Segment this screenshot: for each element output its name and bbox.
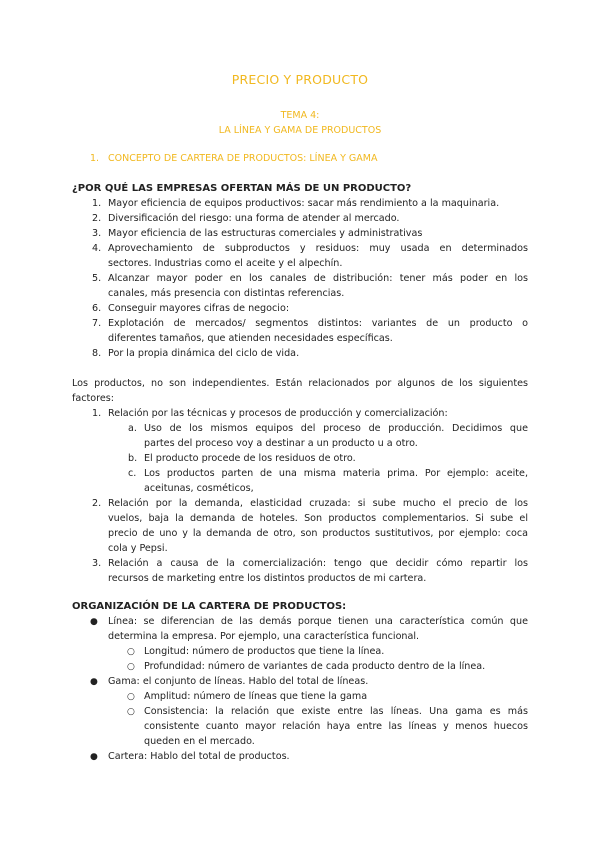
bullet-icon: ● [90, 677, 98, 687]
circle-bullet-icon: ○ [127, 647, 135, 657]
list-item: Longitud: número de productos que tiene la línea. [144, 646, 385, 657]
list-item-continuation: recursos de marketing entre los distintos productos de mi cartera. [108, 573, 427, 584]
tema-subtitle: LA LÍNEA Y GAMA DE PRODUCTOS [218, 125, 382, 136]
tema-label: TEMA 4: [280, 110, 320, 121]
list-number: 2. [92, 498, 102, 509]
list-letter: c. [128, 468, 137, 479]
list-number: 1. [92, 408, 102, 419]
circle-bullet-icon: ○ [127, 692, 135, 702]
list-item: Aprovechamiento de subproductos y residuos: muy usada en determinados [108, 243, 528, 254]
list-item-continuation: cola y Pepsi. [108, 543, 168, 554]
org-heading: ORGANIZACIÓN DE LA CARTERA DE PRODUCTOS: [72, 601, 347, 612]
why-heading: ¿POR QUÉ LAS EMPRESAS OFERTAN MÁS DE UN PRODUCTO? [72, 183, 412, 194]
list-item-continuation: aceitunas, cosméticos, [144, 483, 254, 494]
list-item: Uso de los mismos equipos del proceso de producción. Decidimos que [144, 423, 528, 434]
list-item-continuation: queden en el mercado. [144, 736, 255, 747]
list-item-continuation: sectores. Industrias como el aceite y el alpechín. [108, 258, 343, 269]
related-intro-continuation: factores: [72, 393, 115, 404]
list-number: 1. [92, 198, 102, 209]
page-title: PRECIO Y PRODUCTO [231, 72, 369, 87]
list-number: 6. [92, 303, 102, 314]
list-number: 5. [92, 273, 102, 284]
list-item: Mayor eficiencia de las estructuras comerciales y administrativas [108, 228, 423, 239]
list-item: Línea: se diferencian de las demás porque tienen una característica común que [108, 616, 528, 627]
circle-bullet-icon: ○ [127, 662, 135, 672]
list-item: Los productos parten de una misma materia prima. Por ejemplo: aceite, [144, 468, 528, 479]
list-item: Gama: el conjunto de líneas. Hablo del total de líneas. [108, 676, 369, 687]
list-item-continuation: partes del proceso voy a destinar a un producto u a otro. [144, 438, 418, 449]
list-number: 3. [92, 228, 102, 239]
list-item-continuation: vuelos, baja la demanda de hoteles. Son productos complementarios. Si sube el [108, 513, 528, 524]
list-item: Relación por la demanda, elasticidad cruzada: si sube mucho el precio de los [108, 498, 528, 509]
section-heading [90, 153, 377, 164]
section-title: CONCEPTO DE CARTERA DE PRODUCTOS: LÍNEA Y GAMA [108, 153, 378, 164]
list-item: Diversificación del riesgo: una forma de atender al mercado. [108, 213, 400, 224]
list-item-continuation: determina la empresa. Por ejemplo, una característica funcional. [108, 631, 420, 642]
list-number: 8. [92, 348, 102, 359]
list-item: Relación a causa de la comercialización: tengo que decidir cómo repartir los [108, 558, 528, 569]
list-item-continuation: canales, más presencia con distintas referencias. [108, 288, 345, 299]
list-item-continuation: precio de uno y la demanda de otro, son productos sustitutivos, por ejemplo: coca [108, 528, 528, 539]
bullet-icon: ● [90, 617, 98, 627]
list-item: Conseguir mayores cifras de negocio: [108, 303, 290, 314]
list-item: Alcanzar mayor poder en los canales de distribución: tener más poder en los [108, 273, 528, 284]
list-item: Relación por las técnicas y procesos de producción y comercialización: [108, 408, 448, 419]
list-item-continuation: diferentes tamaños, que atienden necesidades específicas. [108, 333, 393, 344]
list-item: Cartera: Hablo del total de productos. [108, 751, 290, 762]
section-number: 1. [90, 153, 100, 164]
list-number: 7. [92, 318, 102, 329]
list-letter: b. [128, 453, 138, 464]
list-number: 2. [92, 213, 102, 224]
circle-bullet-icon: ○ [127, 707, 135, 717]
list-item: Profundidad: número de variantes de cada producto dentro de la línea. [144, 661, 486, 672]
list-item: Consistencia: la relación que existe entre las líneas. Una gama es más [144, 706, 528, 717]
list-number: 3. [92, 558, 102, 569]
list-letter: a. [128, 423, 137, 434]
list-item: El producto procede de los residuos de otro. [144, 453, 356, 464]
list-item: Explotación de mercados/ segmentos distintos: variantes de un producto o [108, 318, 528, 329]
related-intro: Los productos, no son independientes. Están relacionados por algunos de los siguientes [72, 378, 528, 389]
list-item: Mayor eficiencia de equipos productivos: sacar más rendimiento a la maquinaria. [108, 198, 500, 209]
list-item: Por la propia dinámica del ciclo de vida. [108, 348, 300, 359]
list-item: Amplitud: número de líneas que tiene la gama [144, 691, 368, 702]
list-number: 4. [92, 243, 102, 254]
bullet-icon: ● [90, 752, 98, 762]
list-item-continuation: consistente cuanto mayor relación haya entre las líneas y menos huecos [144, 721, 528, 732]
